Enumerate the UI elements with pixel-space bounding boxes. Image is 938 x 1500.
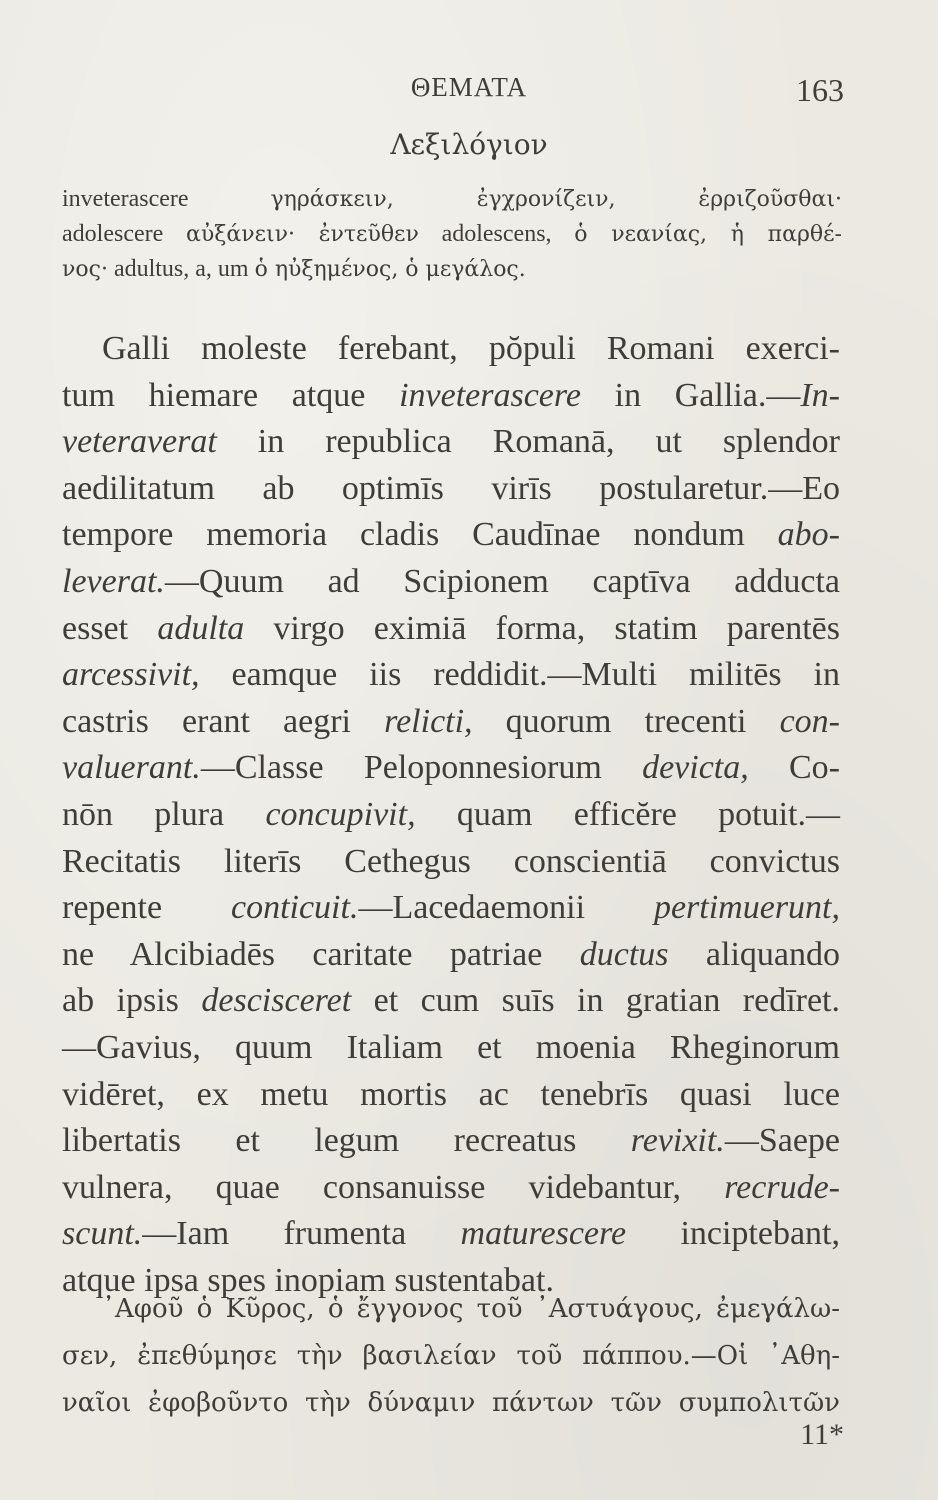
text-line: Recitatis literīs Cethegus conscientiā convictus [62, 842, 840, 880]
text-line: vidēret, ex metu mortis ac tenebrīs quasi luce [62, 1075, 840, 1113]
text-line: Galli moleste ferebant, pŏpuli Romani exerci- [102, 330, 840, 367]
text-line: esset adulta virgo eximiā forma, statim parentēs [62, 609, 840, 647]
vocabulary-block [62, 182, 842, 287]
text-line: —Gavius, quum Italiam et moenia Rheginorum [62, 1028, 840, 1066]
running-title: ΘΕΜΑΤΑ [410, 72, 528, 102]
text-line: tempore memoria cladis Caudīnae nondum abo- [62, 516, 840, 554]
text-line: arcessivit, eamque iis reddidit.—Multi militēs in [62, 656, 840, 694]
vocab-line: adolescere αὐξάνειν· ἐντεῦθεν adolescens, ὁ νεανίας, ἡ παρθέ- [62, 221, 842, 247]
greek-line: ᾿Αφοῦ ὁ Κῦρος, ὁ ἔγγονος τοῦ ᾿Αστυάγους, ἐμεγάλω- [102, 1294, 840, 1324]
page-number: 163 [796, 72, 844, 108]
greek-paragraph [62, 1286, 840, 1427]
greek-line: σεν, ἐπεθύμησε τὴν βασιλείαν τοῦ πάππου.—Οἱ ᾿Αθη- [62, 1341, 840, 1371]
signature-mark: 11* [800, 1418, 844, 1451]
vocab-line: inveterascere γηράσκειν, ἐγχρονίζειν, ἐρριζοῦσθαι· [62, 186, 843, 212]
text-line: aedilitatum ab optimīs virīs postularetur.—Eo [62, 469, 840, 507]
text-line: tum hiemare atque inveterascere in Gallia.—In- [62, 376, 840, 414]
vocab-line: νος· adultus, a, um ὁ ηὐξημένος, ὁ μεγάλος. [62, 256, 526, 282]
text-line: atque ipsa spes inopiam sustentabat. [62, 1261, 554, 1299]
section-title: Λεξιλόγιον [390, 128, 548, 161]
text-line: leverat.—Quum ad Scipionem captīva adducta [62, 562, 840, 600]
text-line: valuerant.—Classe Peloponnesiorum devicta, Co- [62, 749, 840, 787]
text-line: castris erant aegri relicti, quorum trecenti con- [62, 702, 841, 740]
text-line: vulnera, quae consanuisse videbantur, recrude- [62, 1168, 840, 1206]
text-line: repente conticuit.—Lacedaemonii pertimuerunt, [62, 889, 840, 927]
text-line: scunt.—Iam frumenta maturescere inciptebant, [62, 1215, 840, 1253]
text-line: nōn plura concupivit, quam efficĕre potuit.— [62, 795, 840, 833]
text-line: ne Alcibiadēs caritate patriae ductus aliquando [62, 935, 841, 973]
text-line: ab ipsis descisceret et cum suīs in gratian redīret. [62, 982, 841, 1020]
text-line: libertatis et legum recreatus revixit.—Saepe [62, 1122, 840, 1160]
text-line: veteraverat in republica Romanā, ut splendor [62, 423, 840, 461]
greek-line: ναῖοι ἐφοβοῦντο τὴν δύναμιν πάντων τῶν συμπολιτῶν [62, 1388, 840, 1418]
latin-paragraph [62, 326, 840, 1304]
